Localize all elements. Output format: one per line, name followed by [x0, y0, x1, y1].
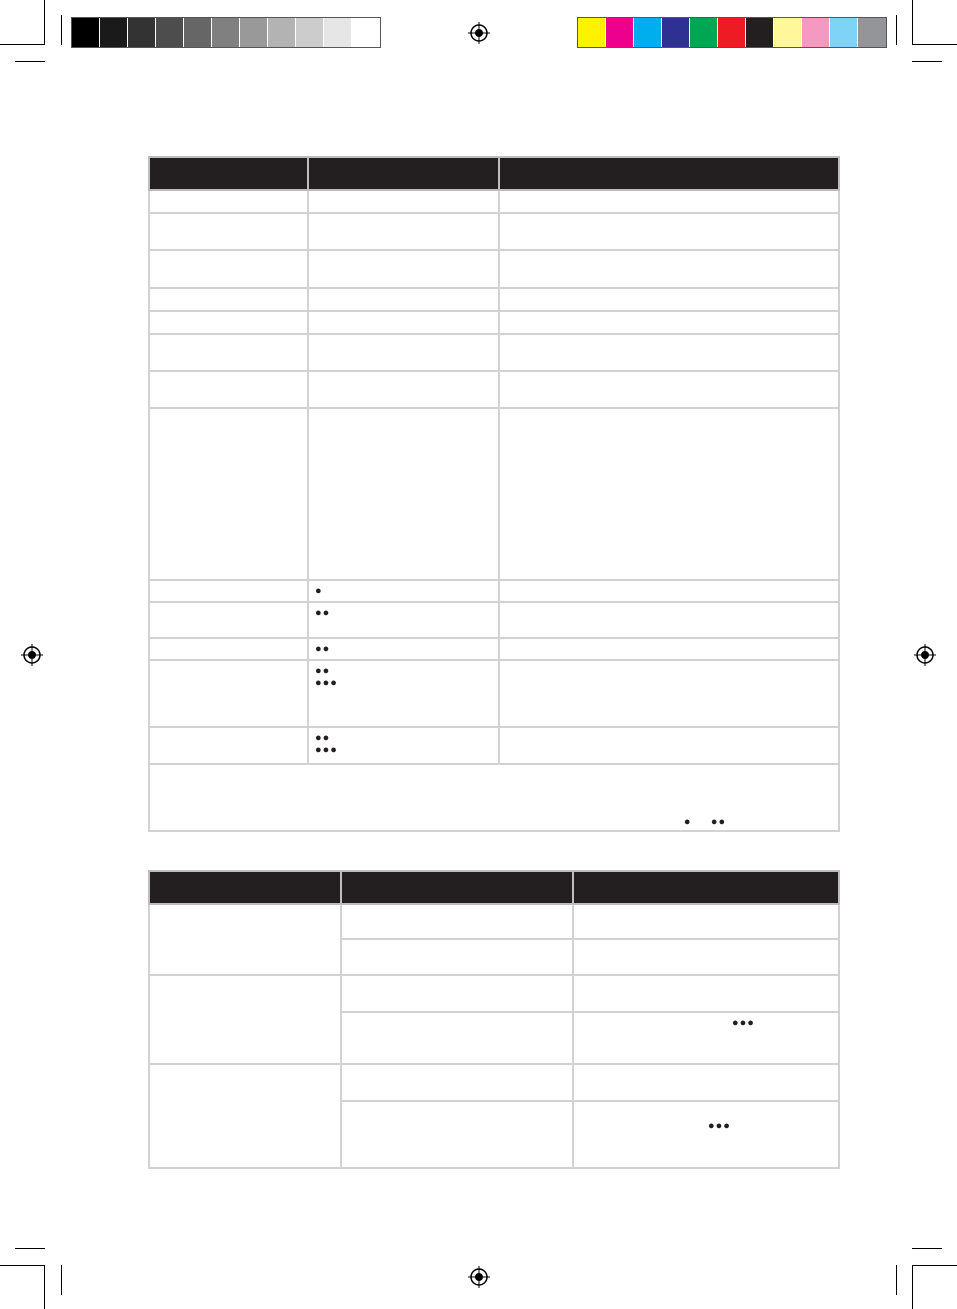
table-2: [148, 870, 840, 1169]
table-row: [149, 190, 839, 213]
table-row: [149, 334, 839, 371]
crop-mark: [896, 1265, 897, 1295]
table-row: [149, 727, 839, 764]
color-swatch: [184, 18, 212, 47]
table-header-cell: [341, 871, 573, 904]
crop-mark: [44, 0, 45, 44]
dots-indicator: ●●●: [708, 1120, 731, 1132]
crop-mark: [15, 61, 45, 62]
table-row: [149, 371, 839, 408]
crop-mark: [44, 1265, 45, 1309]
table-header-cell: [149, 157, 308, 190]
group-cell: [149, 1064, 341, 1168]
dots-indicator: ●● ●●●: [315, 732, 338, 756]
color-swatch: [578, 18, 606, 47]
registration-mark-icon: [21, 644, 43, 666]
color-swatch: [662, 18, 690, 47]
crop-mark: [912, 1265, 957, 1266]
note-symbol-two: ●●: [710, 816, 727, 828]
table-1: [148, 156, 840, 832]
crop-mark: [61, 1265, 62, 1295]
color-swatch: [268, 18, 296, 47]
dots-indicator: [315, 251, 492, 255]
crop-mark: [15, 1248, 45, 1249]
dots-indicator: ●●: [315, 643, 331, 655]
color-swatch: [240, 18, 268, 47]
color-swatch: [690, 18, 718, 47]
dots-indicator: [315, 335, 492, 339]
color-swatch: [634, 18, 662, 47]
table-header-cell: [499, 157, 839, 190]
color-swatch: [128, 18, 156, 47]
table-note: [149, 764, 839, 831]
table-header-cell: [149, 871, 341, 904]
crop-mark: [912, 0, 913, 44]
table-note-row: [149, 764, 839, 831]
crop-mark: [0, 1265, 45, 1266]
dots-indicator: [315, 372, 492, 376]
table-row: [149, 1064, 839, 1101]
dots-indicator: ●● ●●●: [315, 665, 338, 689]
dots-indicator: ●●: [315, 607, 331, 619]
table-header-cell: [308, 157, 499, 190]
dots-indicator: [315, 214, 492, 218]
table-header-cell: [573, 871, 839, 904]
crop-mark: [912, 61, 942, 62]
dots-indicator: [315, 191, 492, 195]
table-row: [149, 904, 839, 939]
crop-mark: [896, 15, 897, 45]
color-swatch: [72, 18, 100, 47]
table-row: [149, 250, 839, 288]
table-row: [149, 288, 839, 311]
table-header-row: [149, 157, 839, 190]
dots-indicator: ●●●: [732, 1017, 755, 1029]
color-swatch: [212, 18, 240, 47]
dots-indicator: [315, 409, 492, 413]
color-swatch: [156, 18, 184, 47]
registration-mark-icon: [468, 22, 490, 44]
crop-mark: [912, 44, 957, 45]
table-row: [149, 975, 839, 1012]
color-swatch: [774, 18, 802, 47]
group-cell: [149, 904, 341, 975]
color-swatch: [802, 18, 830, 47]
crop-mark: [912, 1248, 942, 1249]
color-swatch: [830, 18, 858, 47]
color-swatch: [858, 18, 886, 47]
table-row: [149, 408, 839, 580]
color-swatch: [100, 18, 128, 47]
registration-mark-icon: [914, 644, 936, 666]
color-swatch: [746, 18, 774, 47]
color-swatch: [324, 18, 352, 47]
color-swatch: [352, 18, 380, 47]
crop-mark: [912, 1265, 913, 1309]
color-swatch: [718, 18, 746, 47]
grayscale-color-bar: [71, 17, 381, 48]
table-header-row: [149, 871, 839, 904]
table-row: [149, 580, 839, 602]
color-swatch: [296, 18, 324, 47]
color-swatch: [606, 18, 634, 47]
note-symbol-one: ●: [683, 816, 692, 828]
dots-indicator: [315, 312, 492, 316]
table-row: [149, 660, 839, 727]
dots-indicator: [315, 289, 492, 293]
group-cell: [149, 975, 341, 1064]
crop-mark: [0, 44, 45, 45]
registration-mark-icon: [468, 1266, 490, 1288]
table-row: [149, 638, 839, 660]
dots-indicator: ●: [315, 585, 323, 597]
crop-mark: [61, 15, 62, 45]
table-row: [149, 602, 839, 638]
table-row: [149, 311, 839, 334]
table-row: [149, 213, 839, 250]
process-color-bar: [577, 17, 887, 48]
